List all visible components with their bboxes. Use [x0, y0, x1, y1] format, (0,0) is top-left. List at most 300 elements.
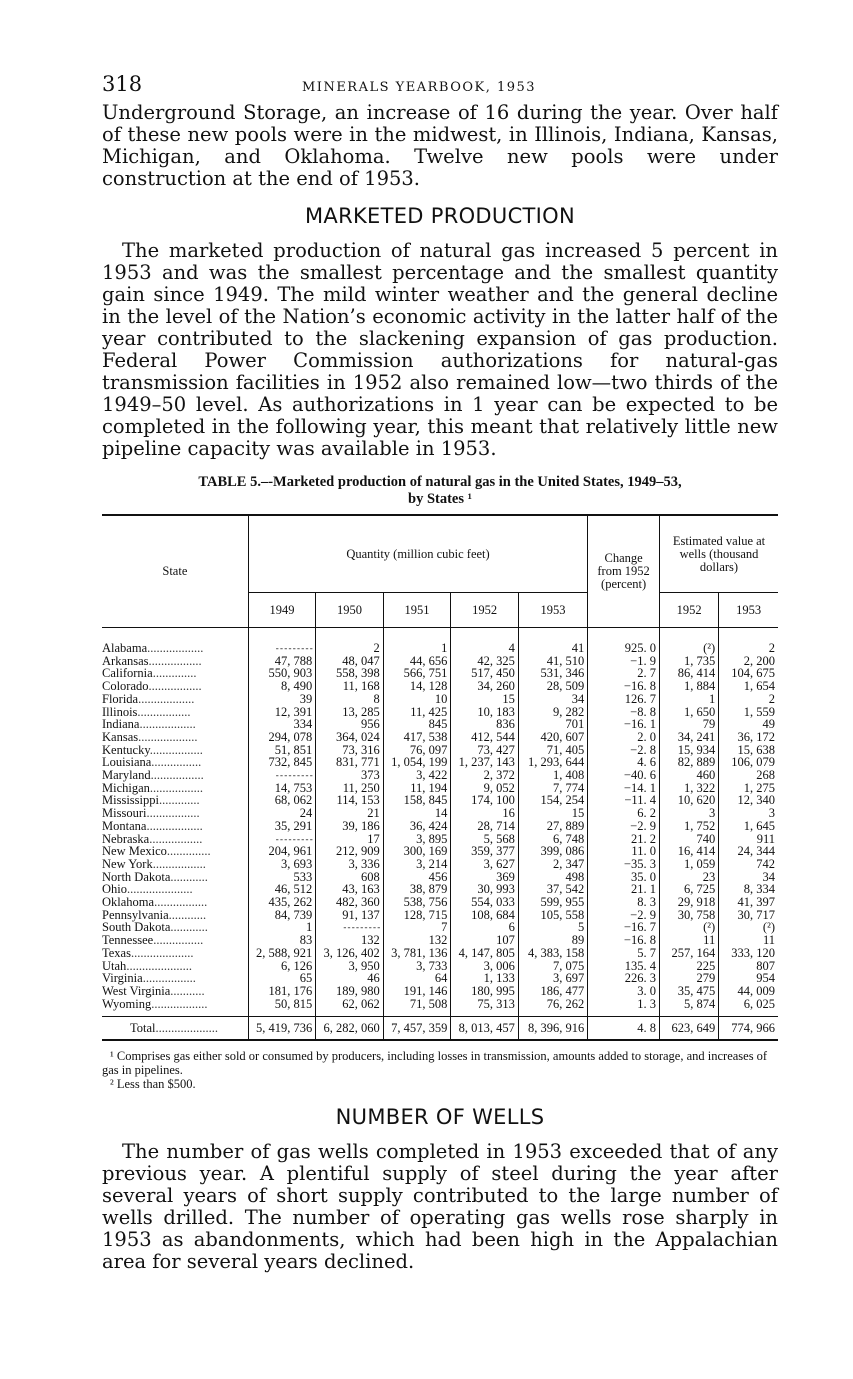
table-cell: 37, 542 — [518, 883, 587, 896]
leader-dots: .................. — [146, 818, 203, 833]
marketed-production-paragraph: The marketed production of natural gas increased 5 percent in 1953 and was the smallest percentage and the smallest quantity gain since 1949. The mild winter weather and the general decline in the level of the Nation’s economic activity in the latter half of the year contributed to the slackening expansion of gas production. Federal Power Commission authorizations for natural-gas transmission facilities in 1952 also remained low—two thirds of the 1949–50 level. As authorizations in 1 year can be expected to be completed in the following year, this meant that relatively little new pipeline capacity was available in 1953. — [102, 239, 778, 460]
table-row — [102, 947, 778, 960]
table-cell: 50, 815 — [248, 998, 316, 1011]
table-cell: 6 — [451, 921, 519, 934]
table-cell: 29, 918 — [659, 896, 718, 909]
table-cell: 35. 0 — [588, 871, 660, 884]
table-cell: −35. 3 — [588, 858, 660, 871]
table-cell: 191, 146 — [383, 985, 451, 998]
table-cell: 34 — [518, 693, 587, 706]
table-cell: 12, 391 — [248, 706, 316, 719]
table-cell: 3, 781, 136 — [383, 947, 451, 960]
leader-dots: ................. — [148, 679, 202, 694]
table-cell: 106, 079 — [719, 756, 778, 769]
table-cell: 482, 360 — [316, 896, 384, 909]
state-label: Illinois — [102, 704, 138, 719]
leader-dots: .................. — [139, 717, 196, 732]
table-cell: 154, 254 — [518, 794, 587, 807]
leader-dots: ................. — [149, 780, 204, 795]
table-cell: 2 — [316, 642, 384, 655]
table-caption-line1: TABLE 5.–-Marketed production of natural gas in the United States, 1949–53, — [198, 474, 682, 490]
table-cell: 17 — [316, 833, 384, 846]
table-cell: 186, 477 — [518, 985, 587, 998]
table-cell: 2, 200 — [719, 655, 778, 668]
table-cell: 71, 405 — [518, 744, 587, 757]
table-cell: 3, 733 — [383, 960, 451, 973]
table-cell: 334 — [248, 718, 316, 731]
table-cell: 12, 340 — [719, 794, 778, 807]
table-cell: 28, 509 — [518, 680, 587, 693]
table-cell: 16 — [451, 807, 519, 820]
state-label: Pennsylvania — [102, 907, 169, 922]
page-header — [102, 72, 778, 102]
table-row — [102, 998, 778, 1011]
table-total-row — [102, 1017, 778, 1041]
table-cell: 8 — [316, 693, 384, 706]
table-body — [102, 628, 778, 1041]
table-cell: 76, 262 — [518, 998, 587, 1011]
table-cell: - - - - - - - - - — [248, 833, 316, 846]
table-cell: 3, 214 — [383, 858, 451, 871]
leader-dots: ................ — [151, 755, 202, 770]
table-row — [102, 934, 778, 947]
table-cell: 16, 414 — [659, 845, 718, 858]
table-cell: 1, 133 — [451, 972, 519, 985]
table-cell: 7, 774 — [518, 782, 587, 795]
table-cell: 1, 650 — [659, 706, 718, 719]
table-cell: −8. 8 — [588, 706, 660, 719]
leader-dots: .................... — [130, 945, 194, 960]
table-cell: 1 — [383, 642, 451, 655]
state-label: North Dakota — [102, 869, 171, 884]
table-cell: 3, 693 — [248, 858, 316, 871]
table-cell: 28, 714 — [451, 820, 519, 833]
table-cell: 21 — [316, 807, 384, 820]
table-row — [102, 642, 778, 655]
table-cell: 75, 313 — [451, 998, 519, 1011]
table-cell: 15, 934 — [659, 744, 718, 757]
table-cell: 105, 558 — [518, 909, 587, 922]
table-cell: 39, 186 — [316, 820, 384, 833]
table-cell: 9, 052 — [451, 782, 519, 795]
running-title: MINERALS YEARBOOK, 1953 — [302, 80, 537, 95]
table-cell: 41, 510 — [518, 655, 587, 668]
table-cell: 1, 559 — [719, 706, 778, 719]
leader-dots: ............ — [170, 869, 208, 884]
table-cell: 836 — [451, 718, 519, 731]
table-cell: 204, 961 — [248, 845, 316, 858]
table-cell: 1, 275 — [719, 782, 778, 795]
table-cell: 6, 126 — [248, 960, 316, 973]
year-header: 1949 — [248, 593, 316, 628]
table-cell: 36, 424 — [383, 820, 451, 833]
table-cell: 8, 013, 457 — [451, 1017, 519, 1041]
table-cell: 10, 620 — [659, 794, 718, 807]
table-cell: 38, 879 — [383, 883, 451, 896]
table-cell: 268 — [719, 769, 778, 782]
table-cell: 1, 293, 644 — [518, 756, 587, 769]
table-cell: 831, 771 — [316, 756, 384, 769]
table-cell: 51, 851 — [248, 744, 316, 757]
footnote-1: ¹ Comprises gas either sold or consumed by producers, including losses in transmission, amounts added to storage, and increases of gas in pipelines. — [102, 1049, 768, 1078]
table-cell: 4, 383, 158 — [518, 947, 587, 960]
table-cell: 1. 3 — [588, 998, 660, 1011]
table-cell: - - - - - - - - - — [248, 769, 316, 782]
state-label: Louisiana — [102, 755, 152, 770]
table-cell: 7, 075 — [518, 960, 587, 973]
table-cell: 41, 397 — [719, 896, 778, 909]
table-cell: 3, 422 — [383, 769, 451, 782]
table-cell: 1, 322 — [659, 782, 718, 795]
value-year-header: 1953 — [719, 593, 778, 628]
state-label: Indiana — [102, 717, 140, 732]
state-label: Nebraska — [102, 831, 150, 846]
table-cell: 3, 895 — [383, 833, 451, 846]
table-cell: 35, 291 — [248, 820, 316, 833]
table-cell: 5 — [518, 921, 587, 934]
header-change: Change from 1952 (percent) — [588, 515, 660, 628]
state-label: Wyoming — [102, 996, 152, 1011]
table-cell: 132 — [383, 934, 451, 947]
table-cell: 9, 282 — [518, 706, 587, 719]
table-cell: 30, 717 — [719, 909, 778, 922]
table-cell: 30, 993 — [451, 883, 519, 896]
table-cell: 417, 538 — [383, 731, 451, 744]
leader-dots: .................. — [138, 691, 195, 706]
state-label: Tennessee — [102, 933, 154, 948]
table-cell: 2, 347 — [518, 858, 587, 871]
table-cell: 79 — [659, 718, 718, 731]
state-label: New Mexico — [102, 844, 167, 859]
table-cell: 128, 715 — [383, 909, 451, 922]
table-cell: 3. 0 — [588, 985, 660, 998]
table-cell: 14, 753 — [248, 782, 316, 795]
table-cell: 180, 995 — [451, 985, 519, 998]
year-header: 1953 — [518, 593, 587, 628]
header-value: Estimated value at wells (thousand dollars) — [659, 515, 778, 593]
table-cell: 1, 735 — [659, 655, 718, 668]
leader-dots: .............. — [166, 844, 211, 859]
state-label: Total — [130, 1021, 156, 1036]
table-cell: 62, 062 — [316, 998, 384, 1011]
table-cell: 807 — [719, 960, 778, 973]
table-cell: 1, 654 — [719, 680, 778, 693]
table-row — [102, 731, 778, 744]
year-header: 1951 — [383, 593, 451, 628]
leader-dots: ..................... — [126, 958, 192, 973]
table-cell: 1 — [248, 921, 316, 934]
table-cell: 5, 568 — [451, 833, 519, 846]
table-cell: 3 — [719, 807, 778, 820]
table-cell: 911 — [719, 833, 778, 846]
table-cell: 225 — [659, 960, 718, 973]
table-caption-line2: by States ¹ — [408, 491, 472, 507]
table-cell: −40. 6 — [588, 769, 660, 782]
table-cell: 84, 739 — [248, 909, 316, 922]
state-label: Virginia — [102, 971, 143, 986]
table-cell: 126. 7 — [588, 693, 660, 706]
state-name — [102, 1017, 248, 1041]
table-cell: 1, 054, 199 — [383, 756, 451, 769]
table-cell: 623, 649 — [659, 1017, 718, 1041]
leader-dots: ................. — [149, 831, 203, 846]
table-cell: 6, 282, 060 — [316, 1017, 384, 1041]
table-cell: 732, 845 — [248, 756, 316, 769]
table-cell: 257, 164 — [659, 947, 718, 960]
production-table — [102, 514, 778, 1041]
table-cell: 11, 194 — [383, 782, 451, 795]
table-cell: 189, 980 — [316, 985, 384, 998]
table-cell: 13, 285 — [316, 706, 384, 719]
table-cell: 39 — [248, 693, 316, 706]
table-cell: 11 — [659, 934, 718, 947]
leader-dots: .................. — [147, 641, 204, 655]
table-cell: 11 — [719, 934, 778, 947]
header-quantity: Quantity (million cubic feet) — [248, 515, 587, 593]
table-cell: −16. 7 — [588, 921, 660, 934]
table-cell: −2. 9 — [588, 909, 660, 922]
table-cell: 6, 725 — [659, 883, 718, 896]
intro-paragraph: Underground Storage, an increase of 16 during the year. Over half of these new pools were in the midwest, in Illinois, Indiana, Kansas, Michigan, and Oklahoma. Twelve new pools were under construction at the end of 1953. — [102, 101, 778, 190]
leader-dots: ............. — [158, 793, 200, 808]
table-cell: 774, 966 — [719, 1017, 778, 1041]
table-cell: 6, 748 — [518, 833, 587, 846]
state-label: West Virginia — [102, 983, 171, 998]
table-cell: 23 — [659, 871, 718, 884]
table-cell: 42, 325 — [451, 655, 519, 668]
table-cell: - - - - - - - - - — [316, 921, 384, 934]
table-cell: 76, 097 — [383, 744, 451, 757]
table-cell: 531, 346 — [518, 667, 587, 680]
header-state: State — [102, 515, 248, 628]
table-cell: −16. 1 — [588, 718, 660, 731]
table-cell: 460 — [659, 769, 718, 782]
table-row — [102, 680, 778, 693]
number-of-wells-paragraph: The number of gas wells completed in 1953 exceeded that of any previous year. A plentiful supply of steel during the year after several years of short supply contributed to the large number of wells drilled. The number of operating gas wells rose sharply in 1953 as abandonments, which had been high in the Appalachian area for several years declined. — [102, 1140, 778, 1274]
table-cell: 11, 168 — [316, 680, 384, 693]
table-cell: −11. 4 — [588, 794, 660, 807]
table-cell: 34, 260 — [451, 680, 519, 693]
table-cell: 4 — [451, 642, 519, 655]
table-cell: 181, 176 — [248, 985, 316, 998]
state-label: Ohio — [102, 882, 127, 897]
table-cell: 226. 3 — [588, 972, 660, 985]
table-cell: 44, 656 — [383, 655, 451, 668]
state-label: Arkansas — [102, 653, 149, 668]
table-cell: 599, 955 — [518, 896, 587, 909]
table-cell: 46 — [316, 972, 384, 985]
table-cell: 566, 751 — [383, 667, 451, 680]
table-cell: −16. 8 — [588, 934, 660, 947]
leader-dots: ................. — [142, 971, 196, 986]
state-label: Oklahoma — [102, 895, 155, 910]
table-cell: 2. 0 — [588, 731, 660, 744]
year-header: 1952 — [451, 593, 519, 628]
table-cell: 43, 163 — [316, 883, 384, 896]
table-cell: 2, 588, 921 — [248, 947, 316, 960]
table-cell: 89 — [518, 934, 587, 947]
table-cell: 3 — [659, 807, 718, 820]
table-cell: 2 — [719, 642, 778, 655]
state-label: California — [102, 666, 153, 681]
table-cell: 558, 398 — [316, 667, 384, 680]
table-cell: 740 — [659, 833, 718, 846]
table-cell: 27, 889 — [518, 820, 587, 833]
table-cell: 435, 262 — [248, 896, 316, 909]
table-cell: 47, 788 — [248, 655, 316, 668]
table-cell: 15, 638 — [719, 744, 778, 757]
table-cell: −16. 8 — [588, 680, 660, 693]
state-name — [102, 998, 248, 1011]
table-row — [102, 807, 778, 820]
table-cell: 10, 183 — [451, 706, 519, 719]
table-cell: 24, 344 — [719, 845, 778, 858]
table-cell: 359, 377 — [451, 845, 519, 858]
table-cell: 5, 419, 736 — [248, 1017, 316, 1041]
table-cell: 11, 250 — [316, 782, 384, 795]
table-cell: 412, 544 — [451, 731, 519, 744]
state-label: New York — [102, 856, 153, 871]
table-cell: 300, 169 — [383, 845, 451, 858]
state-label: Kentucky — [102, 742, 150, 757]
section-heading-number-of-wells: NUMBER OF WELLS — [335, 1105, 545, 1130]
state-label: Texas — [102, 945, 131, 960]
leader-dots: ..................... — [127, 882, 193, 897]
table-cell: 11. 0 — [588, 845, 660, 858]
table-cell: 6, 025 — [719, 998, 778, 1011]
table-cell: 554, 033 — [451, 896, 519, 909]
table-cell: 701 — [518, 718, 587, 731]
table-cell: 73, 427 — [451, 744, 519, 757]
table-caption — [102, 474, 778, 508]
leader-dots: ................. — [152, 856, 206, 871]
state-label: Florida — [102, 691, 139, 706]
table-cell: −2. 9 — [588, 820, 660, 833]
leader-dots: ................. — [146, 806, 200, 821]
page-number: 318 — [102, 72, 143, 96]
table-cell: 82, 889 — [659, 756, 718, 769]
table-cell: 925. 0 — [588, 642, 660, 655]
table-cell: 34, 241 — [659, 731, 718, 744]
table-cell: 608 — [316, 871, 384, 884]
value-year-header: 1952 — [659, 593, 718, 628]
state-label: Colorado — [102, 679, 149, 694]
table-cell: 742 — [719, 858, 778, 871]
table-cell: 212, 909 — [316, 845, 384, 858]
table-cell: 135. 4 — [588, 960, 660, 973]
state-label: South Dakota — [102, 920, 171, 935]
table-cell: 3, 950 — [316, 960, 384, 973]
leader-dots: ................. — [148, 653, 202, 668]
table-cell: 1, 884 — [659, 680, 718, 693]
table-cell: 3, 126, 402 — [316, 947, 384, 960]
leader-dots: ................. — [149, 742, 203, 757]
table-cell: 1, 059 — [659, 858, 718, 871]
table-cell: 7 — [383, 921, 451, 934]
table-cell: 91, 137 — [316, 909, 384, 922]
table-cell: 4. 6 — [588, 756, 660, 769]
table-cell: 8, 334 — [719, 883, 778, 896]
table-cell: 373 — [316, 769, 384, 782]
table-cell: 10 — [383, 693, 451, 706]
table-cell: 3, 697 — [518, 972, 587, 985]
table-cell: 21. 2 — [588, 833, 660, 846]
table-cell: 538, 756 — [383, 896, 451, 909]
table-cell: (²) — [659, 921, 718, 934]
table-cell: 1, 237, 143 — [451, 756, 519, 769]
table-cell: (²) — [719, 921, 778, 934]
table-cell: 86, 414 — [659, 667, 718, 680]
table-cell: 294, 078 — [248, 731, 316, 744]
table-cell: 5, 874 — [659, 998, 718, 1011]
table-cell: 498 — [518, 871, 587, 884]
table-cell: 533 — [248, 871, 316, 884]
table-cell: 174, 100 — [451, 794, 519, 807]
table-cell: 14 — [383, 807, 451, 820]
table-cell: 517, 450 — [451, 667, 519, 680]
state-label: Mississippi — [102, 793, 159, 808]
table-cell: 44, 009 — [719, 985, 778, 998]
table-cell: 279 — [659, 972, 718, 985]
table-cell: 8, 396, 916 — [518, 1017, 587, 1041]
table-cell: 104, 675 — [719, 667, 778, 680]
state-label: Michigan — [102, 780, 150, 795]
state-label: Kansas — [102, 729, 139, 744]
table-cell: 21. 1 — [588, 883, 660, 896]
table-cell: 107 — [451, 934, 519, 947]
state-label: Utah — [102, 958, 127, 973]
table-cell: 1, 645 — [719, 820, 778, 833]
table-cell: 420, 607 — [518, 731, 587, 744]
table-cell: 24 — [248, 807, 316, 820]
table-cell: −1. 9 — [588, 655, 660, 668]
leader-dots: ................. — [154, 895, 208, 910]
table-row — [102, 820, 778, 833]
table-cell: 5. 7 — [588, 947, 660, 960]
table-cell: −2. 8 — [588, 744, 660, 757]
table-cell: 48, 047 — [316, 655, 384, 668]
leader-dots: ................. — [150, 768, 204, 783]
table-cell: 2, 372 — [451, 769, 519, 782]
table-cell: - - - - - - - - - — [248, 642, 316, 655]
leader-dots: ........... — [170, 983, 205, 998]
table-cell: 15 — [518, 807, 587, 820]
table-cell: 68, 062 — [248, 794, 316, 807]
table-cell: 71, 508 — [383, 998, 451, 1011]
table-cell: 108, 684 — [451, 909, 519, 922]
footnote-2: ² Less than $500. — [110, 1077, 196, 1092]
table-row — [102, 693, 778, 706]
leader-dots: ................ — [153, 933, 204, 948]
table-cell: 73, 316 — [316, 744, 384, 757]
table-cell: 14, 128 — [383, 680, 451, 693]
state-label: Maryland — [102, 768, 151, 783]
table-cell: 15 — [451, 693, 519, 706]
section-heading-marketed-production: MARKETED PRODUCTION — [304, 204, 575, 228]
table-cell: 6. 2 — [588, 807, 660, 820]
leader-dots: .................. — [151, 996, 208, 1011]
table-cell: 954 — [719, 972, 778, 985]
table-cell: 1 — [659, 693, 718, 706]
table-cell: 35, 475 — [659, 985, 718, 998]
table-cell: 7, 457, 359 — [383, 1017, 451, 1041]
table-cell: 36, 172 — [719, 731, 778, 744]
table-cell: (²) — [659, 642, 718, 655]
table-cell: 1, 752 — [659, 820, 718, 833]
table-cell: 3, 006 — [451, 960, 519, 973]
table-cell: 845 — [383, 718, 451, 731]
table-cell: 369 — [451, 871, 519, 884]
